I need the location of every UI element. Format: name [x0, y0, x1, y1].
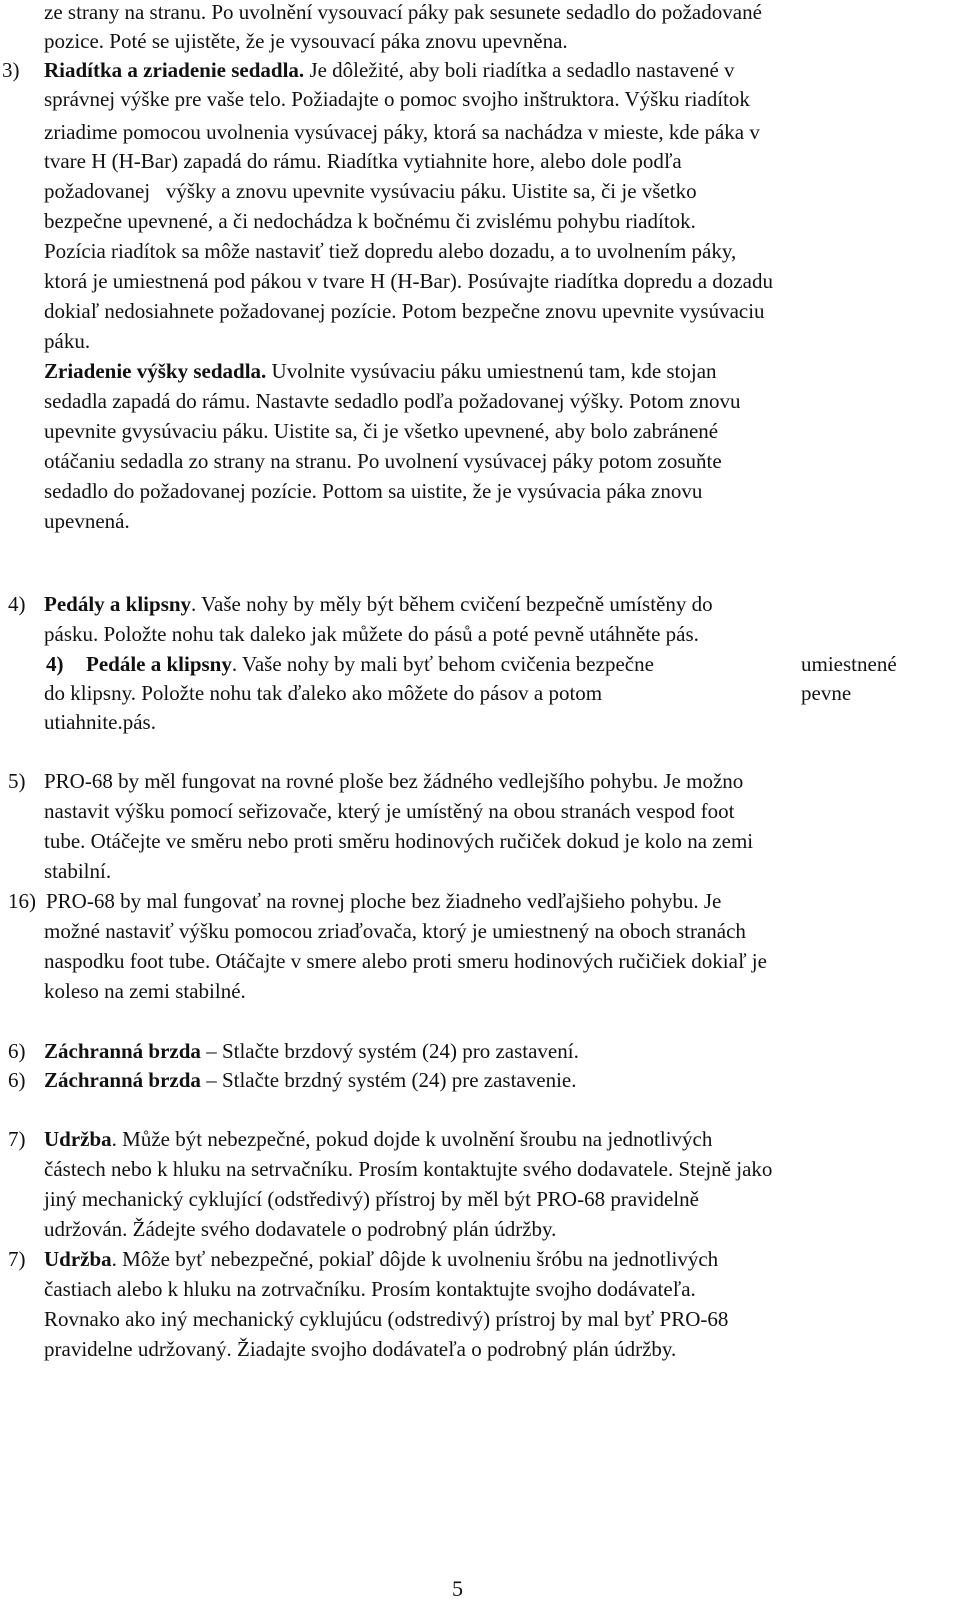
section-6-sk-number: 6) [8, 1068, 26, 1092]
section-4-sk-number: 4) [46, 652, 64, 676]
section-3-line-1: Riadítka a zriadenie sedadla. Je dôležité, aby boli riadítka a sedadlo nastavené v [44, 58, 735, 82]
section-7-cz-line-2: částech nebo k hluku na setrvačníku. Prosím kontaktujte svého dodavatele. Stejně jako [44, 1157, 773, 1181]
section-3-number: 3) [2, 58, 20, 82]
section-7-cz-number: 7) [8, 1127, 26, 1151]
section-7-sk-number: 7) [8, 1247, 26, 1271]
section-7-cz-line-4: udržován. Žádejte svého dodavatele o podrobný plán údržby. [44, 1217, 557, 1241]
section-3-line-2: správnej výške pre vaše telo. Požiadajte o pomoc svojho inštruktora. Výšku riadítok [44, 87, 750, 111]
section-4-cz-line-1: Pedály a klipsny. Vaše nohy by měly být během cvičení bezpečně umístěny do [44, 592, 713, 616]
section-7-sk-line-1: Udržba. Môže byť nebezpečné, pokiaľ dôjde k uvolneniu šróbu na jednotlivých [44, 1247, 719, 1271]
section-7-sk-line-2: častiach alebo k hluku na zotrvačníku. Prosím kontaktujte svojho dodávateľa. [44, 1277, 696, 1301]
section-5-number: 5) [8, 769, 26, 793]
section-4-cz-heading: Pedály a klipsny [44, 592, 192, 616]
section-7-sk-line-4: pravidelne udržovaný. Žiadajte svojho dodávateľa o podrobný plán údržby. [44, 1337, 677, 1361]
section-3-line-5: požadovanej výšky a znovu upevnite vysúvaciu páku. Uistite sa, či je všetko [44, 179, 697, 203]
section-16-line-3: naspodku foot tube. Otáčajte v smere alebo proti smeru hodinových ručičiek dokiaľ je [44, 949, 767, 973]
section-6-sk-line: Záchranná brzda – Stlačte brzdný systém (24) pre zastavenie. [44, 1068, 577, 1092]
section-7-cz-line-3: jiný mechanický cyklující (odstředivý) přístroj by měl být PRO-68 pravidelně [44, 1187, 699, 1211]
section-16-number: 16) [8, 889, 36, 913]
section-4-sk-line-3: utiahnite.pás. [44, 710, 156, 734]
section-6-cz-heading: Záchranná brzda [44, 1039, 201, 1063]
section-4-cz-line-2: pásku. Položte nohu tak daleko jak můžete do pásů a poté pevně utáhněte pás. [44, 622, 699, 646]
intro-line-1: ze strany na stranu. Po uvolnění vysouvací páky pak sesunete sedadlo do požadované [44, 0, 762, 24]
section-4-cz-number: 4) [8, 592, 26, 616]
seat-height-heading: Zriadenie výšky sedadla. [44, 359, 267, 383]
section-6-sk-heading: Záchranná brzda [44, 1068, 201, 1092]
section-3-line-6: bezpečne upevnené, a či nedochádza k bočnému či zvislému pohybu riadítok. [44, 209, 696, 233]
section-3-line-13: upevnite gvysúvaciu páku. Uistite sa, či je všetko upevnené, aby bolo zabránené [44, 419, 719, 443]
section-5-line-2: nastavit výšku pomocí seřizovače, který je umístěný na obou stranách vespod foot [44, 799, 735, 823]
section-6-cz-number: 6) [8, 1039, 26, 1063]
section-5-line-4: stabilní. [44, 859, 112, 883]
section-4-sk-line-2: do klipsny. Položte nohu tak ďaleko ako môžete do pásov a potom [44, 681, 603, 705]
section-7-sk-heading: Udržba [44, 1247, 112, 1271]
section-7-sk-line-3: Rovnako ako iný mechanický cyklujúcu (odstredivý) prístroj by mal byť PRO-68 [44, 1307, 729, 1331]
section-3-line-4: tvare H (H-Bar) zapadá do rámu. Riadítka vytiahnite hore, alebo dole podľa [44, 149, 682, 173]
section-16-line-4: koleso na zemi stabilné. [44, 979, 246, 1003]
section-4-sk-heading: Pedále a klipsny [86, 652, 232, 676]
section-3-line-15: sedadlo do požadovanej pozície. Pottom sa uistite, že je vysúvacia páka znovu [44, 479, 703, 503]
section-4-sk-line-2-tail: pevne [801, 681, 852, 705]
section-4-sk-line-1-tail: umiestnené [801, 652, 897, 676]
section-3-line-16: upevnená. [44, 509, 130, 533]
section-16-line-1: PRO-68 by mal fungovať na rovnej ploche bez žiadneho vedľajšieho pohybu. Je [46, 889, 722, 913]
section-6-cz-line: Záchranná brzda – Stlačte brzdový systém (24) pro zastavení. [44, 1039, 579, 1063]
section-3-line-12: sedadla zapadá do rámu. Nastavte sedadlo podľa požadovanej výšky. Potom znovu [44, 389, 741, 413]
section-5-line-1: PRO-68 by měl fungovat na rovné ploše bez žádného vedlejšího pohybu. Je možno [44, 769, 744, 793]
section-3-line-3: zriadime pomocou uvolnenia vysúvacej páky, ktorá sa nachádza v mieste, kde páka v [44, 120, 760, 144]
section-4-sk-line-1: Pedále a klipsny. Vaše nohy by mali byť behom cvičenia bezpečne [86, 652, 654, 676]
page-number: 5 [452, 1576, 463, 1601]
section-16-line-2: možné nastaviť výšku pomocou zriaďovača, ktorý je umiestnený na oboch stranách [44, 919, 746, 943]
section-3-line-14: otáčaniu sedadla zo strany na stranu. Po uvolnení vysúvacej páky potom zosuňte [44, 449, 722, 473]
section-5-line-3: tube. Otáčejte ve směru nebo proti směru hodinových ručiček dokud je kolo na zemi [44, 829, 754, 853]
section-7-cz-line-1: Udržba. Může být nebezpečné, pokud dojde k uvolnění šroubu na jednotlivých [44, 1127, 713, 1151]
section-3-line-9: dokiaľ nedosiahnete požadovanej pozície. Potom bezpečne znovu upevnite vysúvaciu [44, 299, 765, 323]
section-3-line-10: páku. [44, 329, 91, 353]
section-3-line-8: ktorá je umiestnená pod pákou v tvare H (H-Bar). Posúvajte riadítka dopredu a dozadu [44, 269, 773, 293]
section-7-cz-heading: Udržba [44, 1127, 112, 1151]
intro-line-2: pozice. Poté se ujistěte, že je vysouvací páka znovu upevněna. [44, 29, 568, 53]
section-3-line-11: Zriadenie výšky sedadla. Uvolnite vysúvaciu páku umiestnenú tam, kde stojan [44, 359, 717, 383]
section-3-line-7: Pozícia riadítok sa môže nastaviť tiež dopredu alebo dozadu, a to uvolnením páky, [44, 239, 737, 263]
section-3-heading: Riadítka a zriadenie sedadla. [44, 58, 305, 82]
